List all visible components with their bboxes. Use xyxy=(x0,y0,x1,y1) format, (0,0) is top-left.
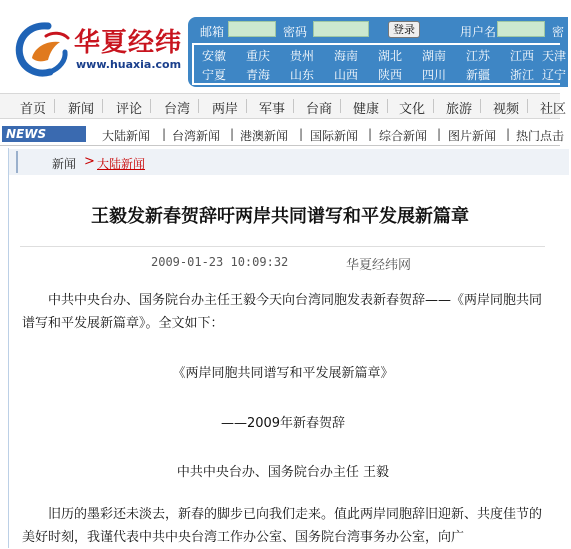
nav-item[interactable]: 台湾 xyxy=(164,102,191,117)
nav-divider xyxy=(340,99,341,113)
nav-divider xyxy=(480,99,481,113)
next-label: 密 xyxy=(552,25,565,39)
subnav-item[interactable]: 大陆新闻 xyxy=(102,129,151,143)
username-field[interactable] xyxy=(497,21,545,37)
login-bar xyxy=(192,19,565,41)
logo-emblem-icon xyxy=(10,18,80,80)
region-link[interactable]: 贵州 xyxy=(289,49,314,63)
subnav-item[interactable]: 图片新闻 xyxy=(448,129,497,143)
nav-item[interactable]: 文化 xyxy=(399,102,426,117)
breadcrumb-marker xyxy=(16,151,18,173)
subnav-item[interactable]: 热门点击 xyxy=(516,129,565,143)
brand-name: 华夏经纬 xyxy=(74,28,183,58)
nav-divider xyxy=(198,99,199,113)
password-label: 密码 xyxy=(283,25,308,39)
nav-divider xyxy=(102,99,103,113)
region-link[interactable]: 江苏 xyxy=(465,49,490,63)
nav-item[interactable]: 视频 xyxy=(493,102,520,117)
nav-divider xyxy=(246,99,247,113)
region-link[interactable]: 宁夏 xyxy=(201,68,226,82)
nav-item[interactable]: 两岸 xyxy=(212,102,239,117)
subnav-divider: | xyxy=(299,127,304,141)
region-link[interactable]: 新疆 xyxy=(465,68,490,82)
brand-url: www.huaxia.com xyxy=(76,58,182,71)
subnav-item[interactable]: 港澳新闻 xyxy=(240,129,289,143)
region-links xyxy=(192,43,566,85)
nav-item[interactable]: 首页 xyxy=(20,102,47,117)
region-link[interactable]: 重庆 xyxy=(245,49,270,63)
region-link[interactable]: 陕西 xyxy=(377,68,402,82)
title-divider xyxy=(20,246,545,247)
login-button[interactable]: 登录 xyxy=(388,21,420,38)
article-intro: 中共中央台办、国务院台办主任王毅今天向台湾同胞发表新春贺辞——《两岸同胞共同谱写和平发展新篇章》。全文如下： xyxy=(22,293,543,331)
nav-item[interactable]: 旅游 xyxy=(446,102,473,117)
region-link[interactable]: 山西 xyxy=(333,68,358,82)
subnav-divider: | xyxy=(368,127,373,141)
nav-divider xyxy=(54,99,55,113)
nav-divider xyxy=(150,99,151,113)
region-link[interactable]: 海南 xyxy=(333,49,358,63)
nav-item[interactable]: 评论 xyxy=(116,102,143,117)
nav-item[interactable]: 社区 xyxy=(540,102,567,117)
subnav-divider: | xyxy=(230,127,235,141)
breadcrumb-home-link[interactable]: 新闻 xyxy=(52,157,77,171)
article-paragraph: 旧历的墨彩还未淡去，新春的脚步已向我们走来。值此两岸同胞辞旧迎新、共度佳节的美好时刻，我谨代表中共中央台湾工作办公室、国务院台湾事务办公室，向广 xyxy=(22,507,543,545)
main-nav xyxy=(0,93,567,119)
speech-subtitle: ——2009年新春贺辞 xyxy=(220,416,346,431)
article-source: 华夏经纬网 xyxy=(346,258,412,273)
breadcrumb-current-link[interactable]: 大陆新闻 xyxy=(97,157,146,171)
subnav-divider: | xyxy=(162,127,167,141)
password-field[interactable] xyxy=(313,21,369,37)
nav-item[interactable]: 健康 xyxy=(353,102,380,117)
region-link[interactable]: 四川 xyxy=(421,68,446,82)
subnav-divider: | xyxy=(506,127,511,141)
username-label: 用户名 xyxy=(460,25,497,39)
region-link[interactable]: 安徽 xyxy=(201,49,226,63)
nav-divider xyxy=(527,99,528,113)
nav-divider xyxy=(387,99,388,113)
region-link[interactable]: 湖北 xyxy=(377,49,402,63)
region-link[interactable]: 辽宁 xyxy=(541,68,566,82)
article-title: 王毅发新春贺辞吁两岸共同谱写和平发展新篇章 xyxy=(91,206,469,227)
nav-item[interactable]: 新闻 xyxy=(68,102,95,117)
breadcrumb-arrow-icon: > xyxy=(84,154,95,169)
subnav-item[interactable]: 台湾新闻 xyxy=(172,129,221,143)
nav-divider xyxy=(293,99,294,113)
email-label: 邮箱 xyxy=(200,25,225,39)
article-date: 2009-01-23 10:09:32 xyxy=(151,255,289,269)
region-link[interactable]: 浙江 xyxy=(509,68,534,82)
news-tag: NEWS xyxy=(2,126,86,142)
nav-item[interactable]: 军事 xyxy=(259,102,286,117)
speech-author: 中共中央台办、国务院台办主任 王毅 xyxy=(176,465,390,480)
region-link[interactable]: 山东 xyxy=(289,68,314,82)
speech-title: 《两岸同胞共同谱写和平发展新篇章》 xyxy=(172,366,394,381)
region-link[interactable]: 江西 xyxy=(509,49,534,63)
subnav-item[interactable]: 综合新闻 xyxy=(379,129,428,143)
region-link[interactable]: 天津 xyxy=(541,49,566,63)
region-link[interactable]: 湖南 xyxy=(421,49,446,63)
subnav-divider-line xyxy=(0,145,560,146)
email-field[interactable] xyxy=(228,21,276,37)
subnav-item[interactable]: 国际新闻 xyxy=(310,129,359,143)
nav-divider xyxy=(433,99,434,113)
region-link[interactable]: 青海 xyxy=(245,68,270,82)
subnav-divider: | xyxy=(437,127,442,141)
nav-item[interactable]: 台商 xyxy=(306,102,333,117)
